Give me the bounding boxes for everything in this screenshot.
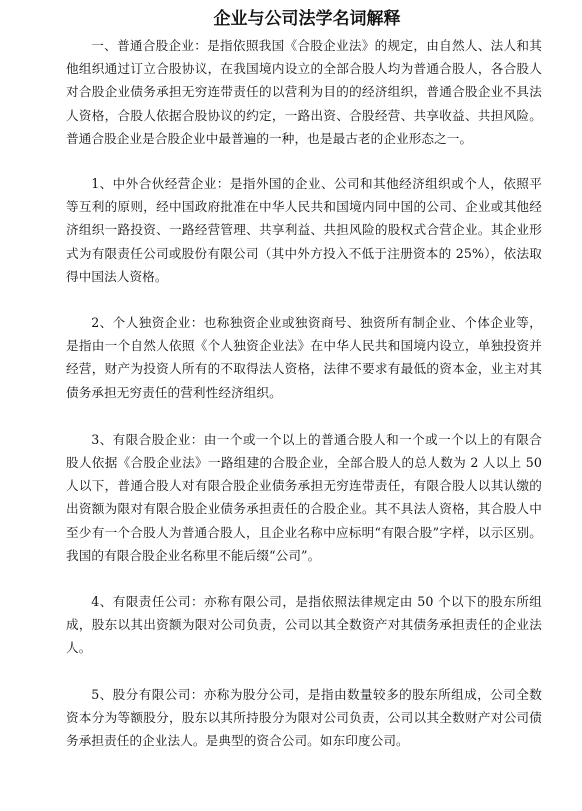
paragraph-sole-proprietorship: 2、个人独资企业：也称独资企业或独资商号、独资所有制企业、个体企业等，是指由一个自然人依照《个人独资企业法》在中华人民共和国境内设立，单独投资并经营，财产为投资人所有的不取得法人资格，法律不要求有最低的资本金，业主对其债务承担无穷责任的营利性经济组织。 <box>66 315 542 400</box>
paragraph-sino-foreign-joint-venture: 1、中外合伙经营企业：是指外国的企业、公司和其他经济组织或个人，依照平等互利的原则，经中国政府批准在中华人民共和国境内同中国的公司、企业或其他经济组织一路投资、一路经营管理、共享利益、共担风险的股权式合营企业。其企业形式为有限责任公司或股份有限公司（其中外方投入不低于注册资本的 25%），依法取得中国法人资格。 <box>66 176 542 284</box>
paragraph-general-partnership: 一、普通合股企业：是指依照我国《合股企业法》的规定，由自然人、法人和其他组织通过订立合股协议，在我国境内设立的全部合股人均为普通合股人，各合股人对合股企业债务承担无穷连带责任的以营利为目的的经济组织，普通合股企业不具法人资格，合股人依据合股协议的约定，一路出资、合股经营、共享收益、共担风险。普通合股企业是合股企业中最普遍的一种，也是最古老的企业形态之一。 <box>66 38 542 146</box>
paragraph-limited-partnership: 3、有限合股企业：由一个或一个以上的普通合股人和一个或一个以上的有限合股人依据《合股企业法》一路组建的合股企业，全部合股人的总人数为 2 人以上 50 人以下，普通合股人对有限合股企业债务承担无穷连带责任，有限合股人以其认缴的出资额为限对有限合股企业债务承担责任的合股企业。其不具法人资格，其合股人中至少有一个合股人为普通合股人，且企业名称中应标明“有限合股”字样，以示区别。我国的有限合股企业名称里不能后缀“公司”。 <box>66 431 542 563</box>
paragraph-joint-stock-company: 5、股分有限公司：亦称为股分公司，是指由数量较多的股东所组成，公司全数资本分为等额股分，股东以其所持股分为限对公司负责，公司以其全数财产对公司债务承担责任的企业法人。是典型的资合公司。如东印度公司。 <box>66 686 542 749</box>
document-title: 企业与公司法学名词解释 <box>213 9 401 29</box>
paragraph-limited-liability-company: 4、有限责任公司：亦称有限公司，是指依照法律规定由 50 个以下的股东所组成，股东以其出资额为限对公司负责，公司以其全数资产对其债务承担责任的企业法人。 <box>66 594 542 656</box>
